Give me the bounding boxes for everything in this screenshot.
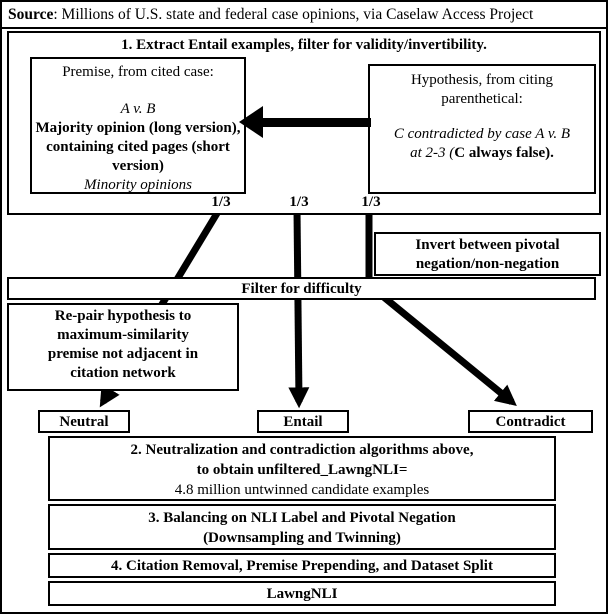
hypothesis-header: Hypothesis, from citing parenthetical: [410,72,554,107]
repair-box [7,303,239,391]
step2-box [48,436,556,501]
hypothesis-body-bold: C always false). [454,145,554,161]
premise-box [30,57,246,194]
entail-label-box [257,410,349,433]
left-arrow-icon [239,106,263,138]
neutral-label-box [38,410,130,433]
contradict-label: Contradict [495,414,566,430]
hypothesis-to-premise-arrow-shaft [261,118,371,127]
invert-box [374,232,601,276]
premise-minority: Minority opinions [84,177,192,193]
step2-subtitle: 4.8 million untwinned candidate examples [174,482,430,498]
spacer [32,82,244,100]
fraction-label-2: 1/3 [289,194,309,210]
source-text: : Millions of U.S. state and federal case opinions, via Caselaw Access Project [53,6,534,23]
spacer [370,109,594,125]
step3-box [48,504,556,550]
step3-title-line1: 3. Balancing on NLI Label and Pivotal Negation [148,510,456,526]
fraction-label-3: 1/3 [361,194,381,210]
final-title: LawngNLI [266,586,338,602]
hypothesis-body [393,125,571,163]
entail-label: Entail [283,414,323,430]
premise-majority: Majority opinion (long version), containing cited pages (short version) [35,120,241,174]
contradict-label-box [468,410,593,433]
step4-title: 4. Citation Removal, Premise Prepending, and Dataset Split [111,558,493,574]
neutral-label: Neutral [59,414,109,430]
step2-title-line2: to obtain unfiltered_LawngNLI= [196,462,408,478]
repair-text: Re-pair hypothesis to maximum-similarity premise not adjacent in citation network [47,308,199,381]
final-box [48,581,556,606]
filter-box [7,277,596,300]
invert-text: Invert between pivotal negation/non-negation [415,237,560,272]
step1-box [7,31,601,215]
source-line [2,2,606,29]
step4-box [48,553,556,578]
hypothesis-body-italic: C contradicted by case A v. B at 2-3 ( [393,126,571,161]
premise-header: Premise, from cited case: [62,64,214,80]
fraction-label-1: 1/3 [211,194,231,210]
step1-title: 1. Extract Entail examples, filter for validity/invertibility. [121,37,487,53]
step2-title-line1: 2. Neutralization and contradiction algorithms above, [130,442,474,458]
arrow-to-entail [297,210,299,402]
premise-case-name: A v. B [120,101,156,117]
filter-text: Filter for difficulty [241,281,362,297]
source-label: Source [8,6,54,23]
step3-title-line2: (Downsampling and Twinning) [203,530,401,546]
hypothesis-box [368,64,596,194]
